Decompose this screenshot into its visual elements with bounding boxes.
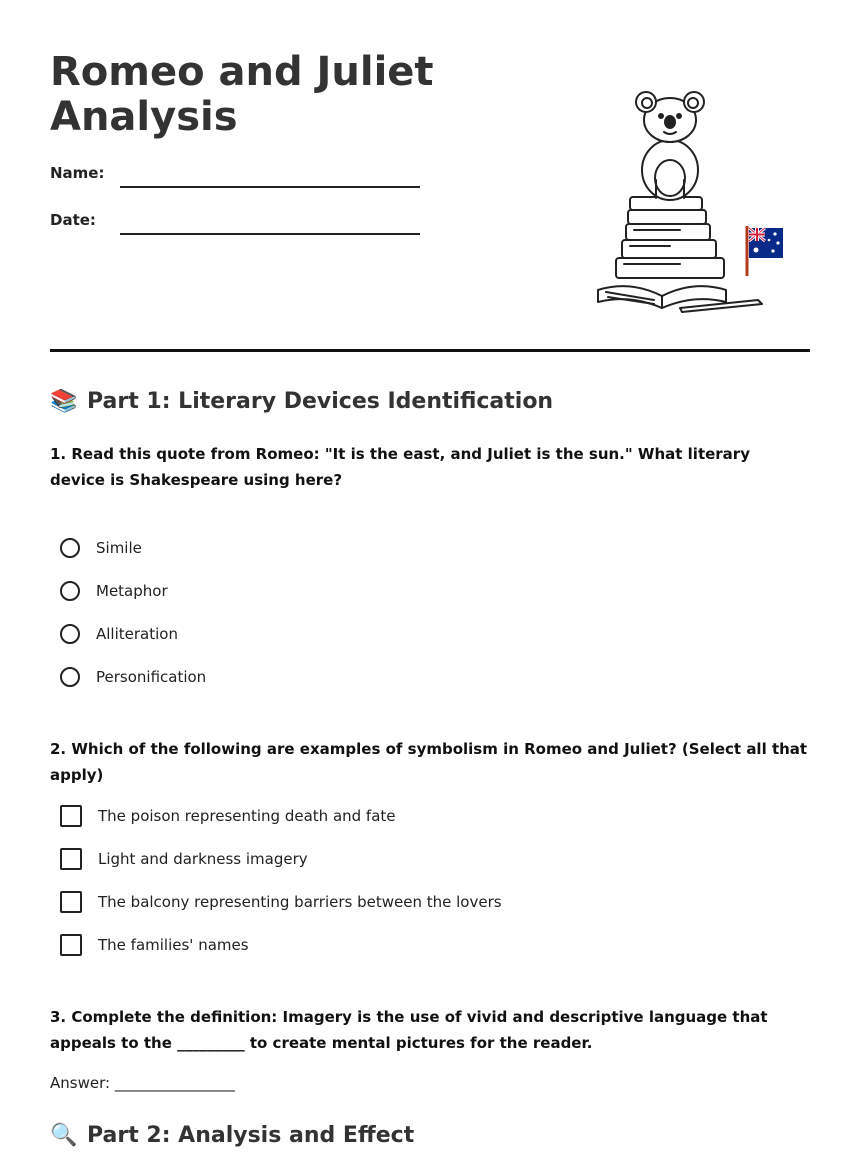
- checkbox[interactable]: [60, 848, 82, 870]
- radio-button[interactable]: [60, 538, 80, 558]
- part1-heading-text: Part 1: Literary Devices Identification: [87, 389, 554, 414]
- radio-button[interactable]: [60, 581, 80, 601]
- name-field: [50, 158, 470, 188]
- date-field: [50, 205, 470, 235]
- page-title: Romeo and Juliet Analysis: [50, 49, 434, 140]
- option-label: Personification: [96, 668, 207, 686]
- books-icon: 📚: [50, 389, 78, 414]
- q2-option-poison[interactable]: [60, 803, 396, 829]
- part2-heading-text: Part 2: Analysis and Effect: [87, 1123, 415, 1148]
- checkbox[interactable]: [60, 891, 82, 913]
- question-2: 2. Which of the following are examples of symbolism in Romeo and Juliet? (Select all that apply): [50, 740, 808, 784]
- radio-button[interactable]: [60, 624, 80, 644]
- magnifier-icon: 🔍: [50, 1123, 78, 1148]
- option-label: Alliteration: [96, 625, 178, 643]
- q1-option-personification[interactable]: [60, 664, 206, 690]
- date-line[interactable]: [120, 233, 420, 235]
- question-3: 3. Complete the definition: Imagery is the use of vivid and descriptive language that appeals to the _________ to create mental pictures for the reader.: [50, 1008, 768, 1052]
- part2-heading: [50, 1123, 414, 1148]
- option-label: Simile: [96, 539, 142, 557]
- option-label: Metaphor: [96, 582, 168, 600]
- name-line[interactable]: [120, 186, 420, 188]
- q2-option-balcony[interactable]: [60, 889, 502, 915]
- koala-illustration-icon: [530, 50, 810, 330]
- part1-heading: [50, 389, 553, 414]
- option-label: The balcony representing barriers between the lovers: [98, 893, 502, 911]
- checkbox[interactable]: [60, 805, 82, 827]
- question-1: 1. Read this quote from Romeo: "It is the east, and Juliet is the sun." What literary device is Shakespeare using here?: [50, 445, 750, 489]
- radio-button[interactable]: [60, 667, 80, 687]
- checkbox[interactable]: [60, 934, 82, 956]
- q1-option-metaphor[interactable]: [60, 578, 168, 604]
- name-label: Name:: [50, 164, 105, 182]
- q1-option-simile[interactable]: [60, 535, 142, 561]
- option-label: The families' names: [98, 936, 249, 954]
- header-divider: [50, 349, 810, 352]
- q3-answer-field[interactable]: Answer: ________________: [50, 1074, 235, 1092]
- q2-option-family-names[interactable]: [60, 932, 249, 958]
- date-label: Date:: [50, 211, 96, 229]
- option-label: The poison representing death and fate: [98, 807, 396, 825]
- q2-option-light-darkness[interactable]: [60, 846, 308, 872]
- option-label: Light and darkness imagery: [98, 850, 308, 868]
- q1-option-alliteration[interactable]: [60, 621, 178, 647]
